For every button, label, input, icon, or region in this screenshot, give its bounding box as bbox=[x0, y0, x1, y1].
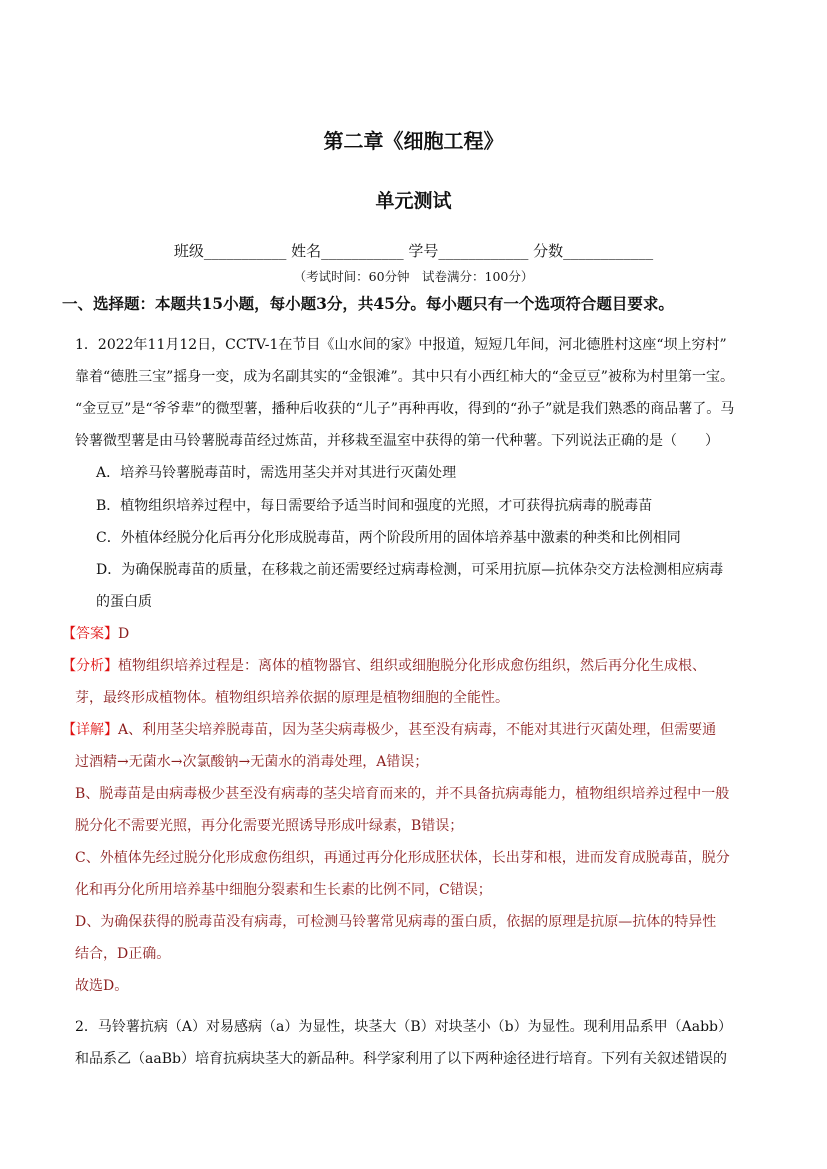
question-line: 1．2022年11月12日，CCTV-1在节目《山水间的家》中报道，短短几年间，河北德胜村这座“坝上穷村” bbox=[75, 337, 727, 353]
detail-line: 结合，D正确。 bbox=[75, 946, 171, 962]
question-line: 铃薯微型薯是由马铃薯脱毒苗经过炼苗，并移栽至温室中获得的第一代种薯。下列说法正确的是（ ） bbox=[75, 433, 719, 449]
detail-tag: 【详解】 bbox=[62, 722, 118, 738]
analysis-tag: 【分析】 bbox=[62, 658, 118, 674]
detail-line: 脱分化不需要光照，再分化需要光照诱导形成叶绿素，B错误； bbox=[75, 818, 464, 834]
answer-tag: 【答案】 bbox=[62, 626, 118, 642]
option-a: A．培养马铃薯脱毒苗时，需选用茎尖并对其进行灭菌处理 bbox=[96, 465, 457, 481]
detail-line: C、外植体先经过脱分化形成愈伤组织，再通过再分化形成胚状体，长出芽和根，进而发育成脱毒苗，脱分 bbox=[75, 850, 730, 866]
section-heading: 一、选择题：本题共15小题，每小题3分，共45分。每小题只有一个选项符合题目要求。 bbox=[62, 294, 674, 313]
detail-text: A、利用茎尖培养脱毒苗，因为茎尖病毒极少，甚至没有病毒，不能对其进行灭菌处理，但需要通 bbox=[118, 722, 717, 738]
exam-time: （考试时间：60分钟 试卷满分：100分） bbox=[293, 269, 534, 284]
document-subtitle: 单元测试 bbox=[375, 190, 452, 212]
analysis-line bbox=[62, 657, 706, 675]
option-d-cont: 的蛋白质 bbox=[96, 594, 152, 610]
document-title: 第二章《细胞工程》 bbox=[323, 129, 504, 153]
detail-line: B、脱毒苗是由病毒极少甚至没有病毒的茎尖培育而来的，并不具备抗病毒能力，植物组织培养过程中一般 bbox=[75, 786, 730, 802]
question-line: 靠着“德胜三宝”摇身一变，成为名副其实的“金银滩”。其中只有小西红柿大的“金豆豆”被称为村里第一宝。 bbox=[75, 369, 734, 385]
conclusion: 故选D。 bbox=[75, 978, 129, 994]
detail-line: 化和再分化所用培养基中细胞分裂素和生长素的比例不同，C错误； bbox=[75, 882, 492, 898]
question-line: “金豆豆”是“爷爷辈”的微型薯，播种后收获的“儿子”再种再收，得到的“孙子”就是我们熟悉的商品薯了。马 bbox=[75, 401, 735, 417]
question-line: 2．马铃薯抗病（A）对易感病（a）为显性，块茎大（B）对块茎小（b）为显性。现利用品系甲（Aabb） bbox=[75, 1019, 732, 1035]
analysis-text: 植物组织培养过程是：离体的植物器官、组织或细胞脱分化形成愈伤组织，然后再分化生成根、 bbox=[118, 658, 706, 674]
analysis-line: 芽，最终形成植物体。植物组织培养依据的原理是植物细胞的全能性。 bbox=[75, 690, 509, 706]
detail-line: 过酒精→无菌水→次氯酸钠→无菌水的消毒处理，A错误； bbox=[75, 754, 429, 770]
student-info-line: 班级___________ 姓名___________ 学号____________ 分数____________ bbox=[173, 242, 654, 260]
detail-line bbox=[62, 721, 716, 739]
question-line: 和品系乙（aaBb）培育抗病块茎大的新品种。科学家利用了以下两种途径进行培育。下列有关叙述错误的 bbox=[75, 1051, 727, 1067]
answer-line bbox=[62, 625, 129, 643]
option-c: C．外植体经脱分化后再分化形成脱毒苗，两个阶段所用的固体培养基中激素的种类和比例相同 bbox=[96, 530, 681, 546]
detail-line: D、为确保获得的脱毒苗没有病毒，可检测马铃薯常见病毒的蛋白质，依据的原理是抗原—抗体的特异性 bbox=[75, 914, 717, 930]
option-b: B．植物组织培养过程中，每日需要给予适当时间和强度的光照，才可获得抗病毒的脱毒苗 bbox=[96, 498, 653, 514]
answer-value: D bbox=[118, 626, 130, 642]
option-d: D．为确保脱毒苗的质量，在移栽之前还需要经过病毒检测，可采用抗原—抗体杂交方法检测相应病毒 bbox=[96, 562, 724, 578]
